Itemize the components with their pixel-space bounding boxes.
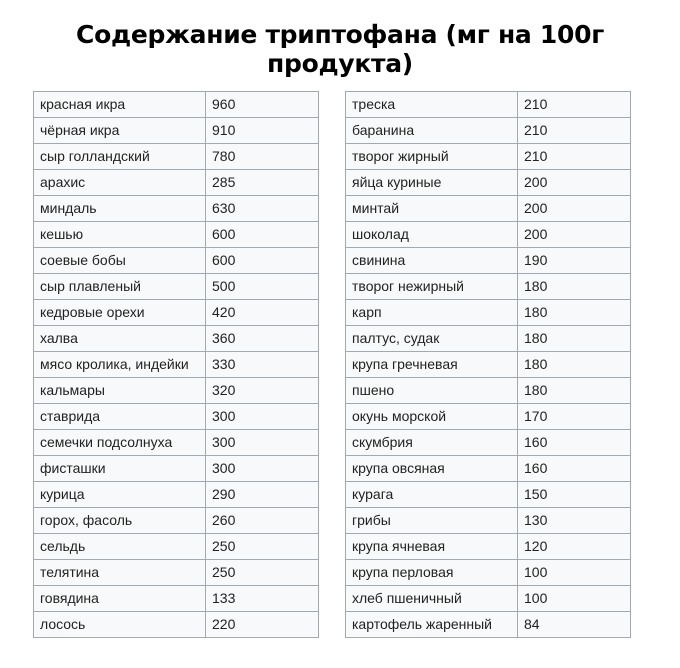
tryptophan-value-cell: 250 xyxy=(206,560,319,586)
tryptophan-value-cell: 210 xyxy=(518,118,631,144)
table-row xyxy=(346,144,631,170)
tryptophan-value-cell: 180 xyxy=(518,300,631,326)
product-name-cell: телятина xyxy=(34,560,206,586)
product-name-cell: горох, фасоль xyxy=(34,508,206,534)
page-title: Содержание триптофана (мг на 100г продукта) xyxy=(76,20,604,78)
product-name-cell: карп xyxy=(346,300,518,326)
product-name-cell: крупа ячневая xyxy=(346,534,518,560)
tryptophan-table-right xyxy=(345,91,631,638)
tryptophan-value-cell: 160 xyxy=(518,456,631,482)
tryptophan-value-cell: 320 xyxy=(206,378,319,404)
table-row xyxy=(346,586,631,612)
tryptophan-value-cell: 180 xyxy=(518,352,631,378)
product-name-cell: ставрида xyxy=(34,404,206,430)
tryptophan-value-cell: 500 xyxy=(206,274,319,300)
product-name-cell: творог нежирный xyxy=(346,274,518,300)
table-row xyxy=(34,404,319,430)
product-name-cell: сыр плавленый xyxy=(34,274,206,300)
table-row xyxy=(346,378,631,404)
table-row xyxy=(346,196,631,222)
tryptophan-value-cell: 220 xyxy=(206,612,319,638)
tryptophan-value-cell: 250 xyxy=(206,534,319,560)
table-row xyxy=(346,248,631,274)
tryptophan-value-cell: 420 xyxy=(206,300,319,326)
tryptophan-value-cell: 170 xyxy=(518,404,631,430)
table-row xyxy=(346,534,631,560)
tryptophan-value-cell: 84 xyxy=(518,612,631,638)
product-name-cell: сыр голландский xyxy=(34,144,206,170)
tryptophan-value-cell: 120 xyxy=(518,534,631,560)
table-row xyxy=(346,92,631,118)
table-row xyxy=(346,560,631,586)
table-row xyxy=(34,508,319,534)
tryptophan-value-cell: 200 xyxy=(518,196,631,222)
table-row xyxy=(34,300,319,326)
product-name-cell: говядина xyxy=(34,586,206,612)
product-name-cell: сельдь xyxy=(34,534,206,560)
product-name-cell: крупа овсяная xyxy=(346,456,518,482)
product-name-cell: лосось xyxy=(34,612,206,638)
table-row xyxy=(346,430,631,456)
tryptophan-value-cell: 130 xyxy=(518,508,631,534)
table-row xyxy=(346,456,631,482)
tryptophan-table-left xyxy=(33,91,319,638)
tryptophan-value-cell: 630 xyxy=(206,196,319,222)
product-name-cell: грибы xyxy=(346,508,518,534)
tryptophan-value-cell: 210 xyxy=(518,144,631,170)
table-row xyxy=(34,560,319,586)
table-row xyxy=(34,144,319,170)
product-name-cell: скумбрия xyxy=(346,430,518,456)
product-name-cell: курага xyxy=(346,482,518,508)
product-name-cell: творог жирный xyxy=(346,144,518,170)
product-name-cell: миндаль xyxy=(34,196,206,222)
product-name-cell: соевые бобы xyxy=(34,248,206,274)
table-row xyxy=(34,430,319,456)
product-name-cell: кальмары xyxy=(34,378,206,404)
product-name-cell: чёрная икра xyxy=(34,118,206,144)
table-row xyxy=(346,508,631,534)
product-name-cell: хлеб пшеничный xyxy=(346,586,518,612)
table-row xyxy=(346,300,631,326)
product-name-cell: картофель жаренный xyxy=(346,612,518,638)
table-row xyxy=(346,274,631,300)
tryptophan-value-cell: 600 xyxy=(206,222,319,248)
table-row xyxy=(34,118,319,144)
tryptophan-value-cell: 960 xyxy=(206,92,319,118)
product-name-cell: красная икра xyxy=(34,92,206,118)
product-name-cell: курица xyxy=(34,482,206,508)
tryptophan-value-cell: 780 xyxy=(206,144,319,170)
product-name-cell: крупа гречневая xyxy=(346,352,518,378)
table-row xyxy=(346,612,631,638)
tryptophan-value-cell: 300 xyxy=(206,456,319,482)
product-name-cell: окунь морской xyxy=(346,404,518,430)
tryptophan-value-cell: 300 xyxy=(206,430,319,456)
table-row xyxy=(34,378,319,404)
product-name-cell: арахис xyxy=(34,170,206,196)
table-row xyxy=(34,456,319,482)
tryptophan-value-cell: 210 xyxy=(518,92,631,118)
tryptophan-value-cell: 200 xyxy=(518,222,631,248)
tryptophan-value-cell: 180 xyxy=(518,378,631,404)
product-name-cell: яйца куриные xyxy=(346,170,518,196)
tryptophan-value-cell: 260 xyxy=(206,508,319,534)
tryptophan-value-cell: 330 xyxy=(206,352,319,378)
product-name-cell: халва xyxy=(34,326,206,352)
table-row xyxy=(34,222,319,248)
product-name-cell: пшено xyxy=(346,378,518,404)
table-row xyxy=(34,326,319,352)
tryptophan-value-cell: 100 xyxy=(518,560,631,586)
product-name-cell: шоколад xyxy=(346,222,518,248)
tryptophan-value-cell: 360 xyxy=(206,326,319,352)
table-row xyxy=(346,482,631,508)
table-row xyxy=(34,170,319,196)
product-name-cell: свинина xyxy=(346,248,518,274)
tryptophan-value-cell: 910 xyxy=(206,118,319,144)
table-row xyxy=(34,274,319,300)
product-name-cell: палтус, судак xyxy=(346,326,518,352)
tryptophan-value-cell: 190 xyxy=(518,248,631,274)
tryptophan-value-cell: 300 xyxy=(206,404,319,430)
product-name-cell: кешью xyxy=(34,222,206,248)
table-row xyxy=(346,170,631,196)
tryptophan-value-cell: 180 xyxy=(518,274,631,300)
tryptophan-value-cell: 133 xyxy=(206,586,319,612)
table-row xyxy=(34,482,319,508)
tryptophan-value-cell: 180 xyxy=(518,326,631,352)
table-row xyxy=(34,92,319,118)
table-row xyxy=(34,196,319,222)
tryptophan-value-cell: 285 xyxy=(206,170,319,196)
product-name-cell: минтай xyxy=(346,196,518,222)
product-name-cell: семечки подсолнуха xyxy=(34,430,206,456)
table-row xyxy=(346,352,631,378)
tryptophan-value-cell: 160 xyxy=(518,430,631,456)
table-row xyxy=(346,118,631,144)
table-row xyxy=(346,404,631,430)
table-row xyxy=(34,612,319,638)
product-name-cell: треска xyxy=(346,92,518,118)
table-row xyxy=(34,586,319,612)
product-name-cell: фисташки xyxy=(34,456,206,482)
tryptophan-value-cell: 200 xyxy=(518,170,631,196)
product-name-cell: баранина xyxy=(346,118,518,144)
product-name-cell: крупа перловая xyxy=(346,560,518,586)
table-row xyxy=(34,248,319,274)
tryptophan-value-cell: 150 xyxy=(518,482,631,508)
table-row xyxy=(34,534,319,560)
tryptophan-value-cell: 600 xyxy=(206,248,319,274)
table-row xyxy=(34,352,319,378)
table-row xyxy=(346,326,631,352)
product-name-cell: кедровые орехи xyxy=(34,300,206,326)
product-name-cell: мясо кролика, индейки xyxy=(34,352,206,378)
table-row xyxy=(346,222,631,248)
tryptophan-value-cell: 290 xyxy=(206,482,319,508)
tryptophan-value-cell: 100 xyxy=(518,586,631,612)
